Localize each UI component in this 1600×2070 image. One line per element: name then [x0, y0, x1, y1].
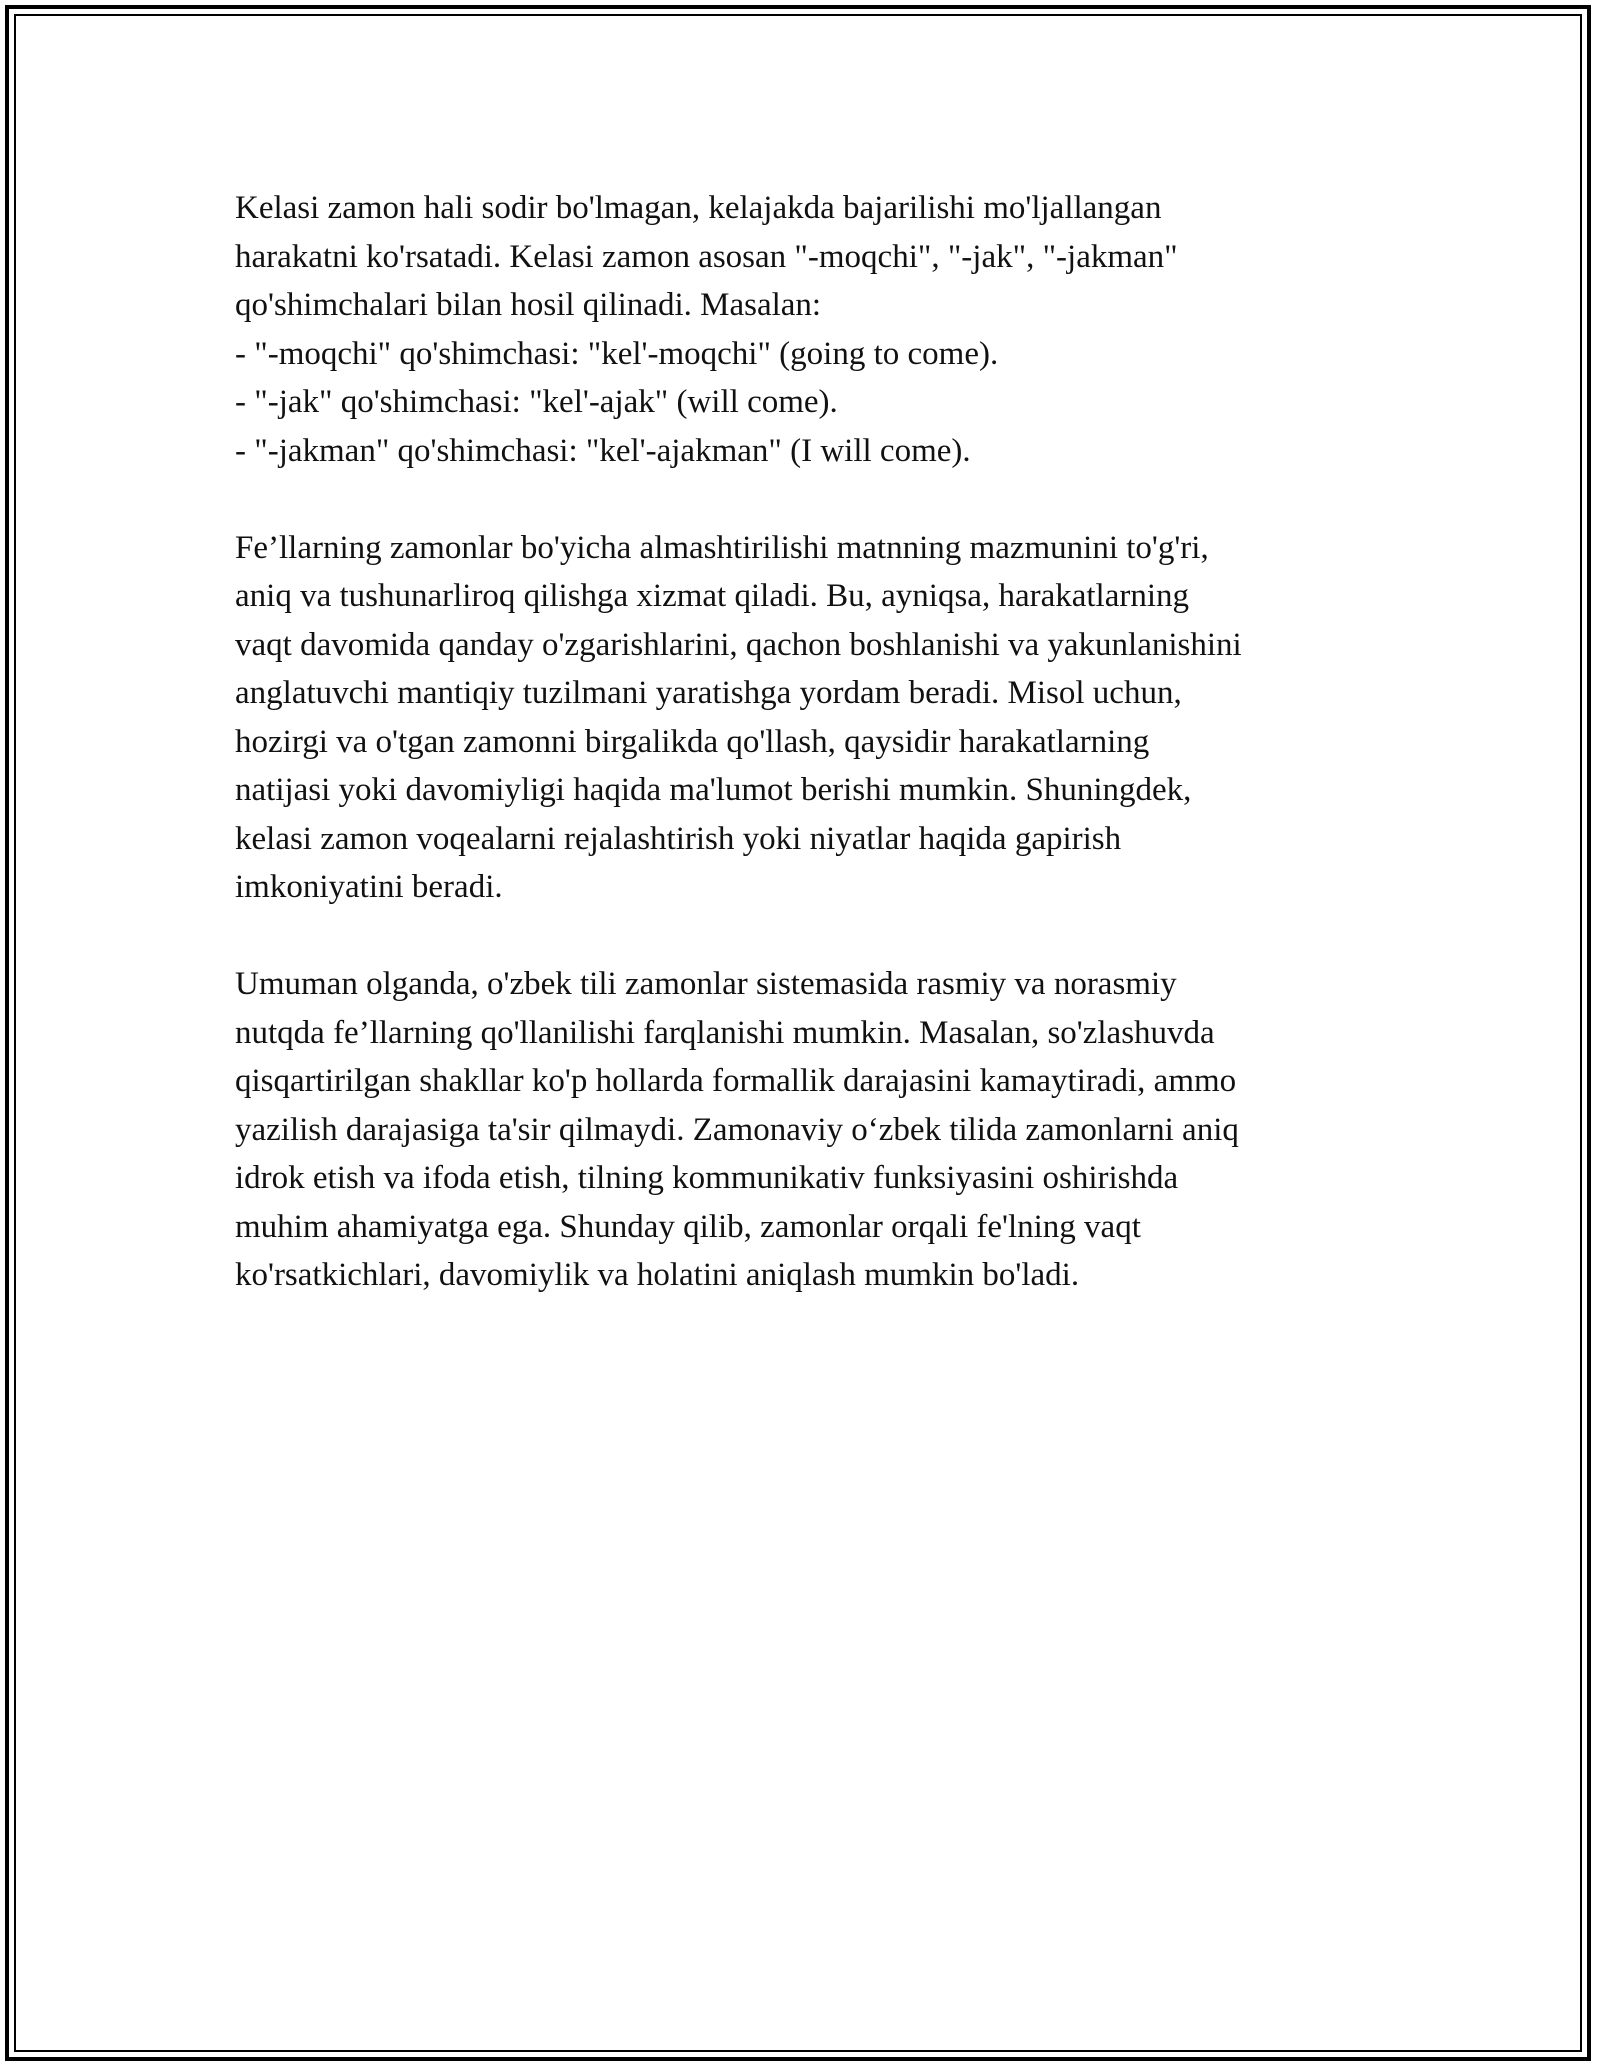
text-line: ko'rsatkichlari, davomiylik va holatini aniqlash mumkin bo'ladi.: [235, 1257, 1080, 1293]
text-line: qisqartirilgan shakllar ko'p hollarda formallik darajasini kamaytiradi, ammo: [235, 1063, 1237, 1099]
text-line: vaqt davomida qanday o'zgarishlarini, qachon boshlanishi va yakunlanishini: [235, 626, 1242, 663]
text-line: Kelasi zamon hali sodir bo'lmagan, kelajakda bajarilishi mo'ljallangan: [235, 190, 1162, 226]
text-line: qo'shimchalari bilan hosil qilinadi. Masalan:: [235, 287, 822, 323]
text-line: harakatni ko'rsatadi. Kelasi zamon asosan "-moqchi", "-jak", "-jakman": [235, 238, 1178, 275]
text-line: Umuman olganda, o'zbek tili zamonlar sistemasida rasmiy va norasmiy: [235, 966, 1177, 1002]
text-line: aniq va tushunarliroq qilishga xizmat qiladi. Bu, ayniqsa, harakatlarning: [235, 578, 1190, 614]
list-item: - "-moqchi" qo'shimchasi: "kel'-moqchi" (going to come).: [235, 335, 999, 372]
list-item: - "-jak" qo'shimchasi: "kel'-ajak" (will come).: [235, 384, 838, 420]
paragraph-conclusion: [235, 960, 1375, 1300]
text-line: natijasi yoki davomiyligi haqida ma'lumot berishi mumkin. Shuningdek,: [235, 772, 1192, 808]
text-line: muhim ahamiyatga ega. Shunday qilib, zamonlar orqali fe'lning vaqt: [235, 1208, 1141, 1245]
text-line: Fe’llarning zamonlar bo'yicha almashtirilishi matnning mazmunini to'g'ri,: [235, 529, 1209, 566]
text-line: yazilish darajasiga ta'sir qilmaydi. Zamonaviy o‘zbek tilida zamonlarni aniq: [235, 1111, 1239, 1148]
text-line: hozirgi va o'tgan zamonni birgalikda qo'llash, qaysidir harakatlarning: [235, 723, 1150, 760]
text-line: kelasi zamon voqealarni rejalashtirish yoki niyatlar haqida gapirish: [235, 820, 1122, 857]
text-line: nutqda fe’llarning qo'llanilishi farqlanishi mumkin. Masalan, so'zlashuvda: [235, 1014, 1215, 1051]
text-line: imkoniyatini beradi.: [235, 869, 503, 905]
list-item: - "-jakman" qo'shimchasi: "kel'-ajakman" (I will come).: [235, 432, 971, 469]
paragraph-future-tense: [235, 184, 1375, 475]
document-body: [235, 184, 1375, 1348]
text-line: anglatuvchi mantiqiy tuzilmani yaratishga yordam beradi. Misol uchun,: [235, 675, 1182, 711]
text-line: idrok etish va ifoda etish, tilning kommunikativ funksiyasini oshirishda: [235, 1160, 1179, 1196]
paragraph-tense-alternation: [235, 524, 1375, 912]
